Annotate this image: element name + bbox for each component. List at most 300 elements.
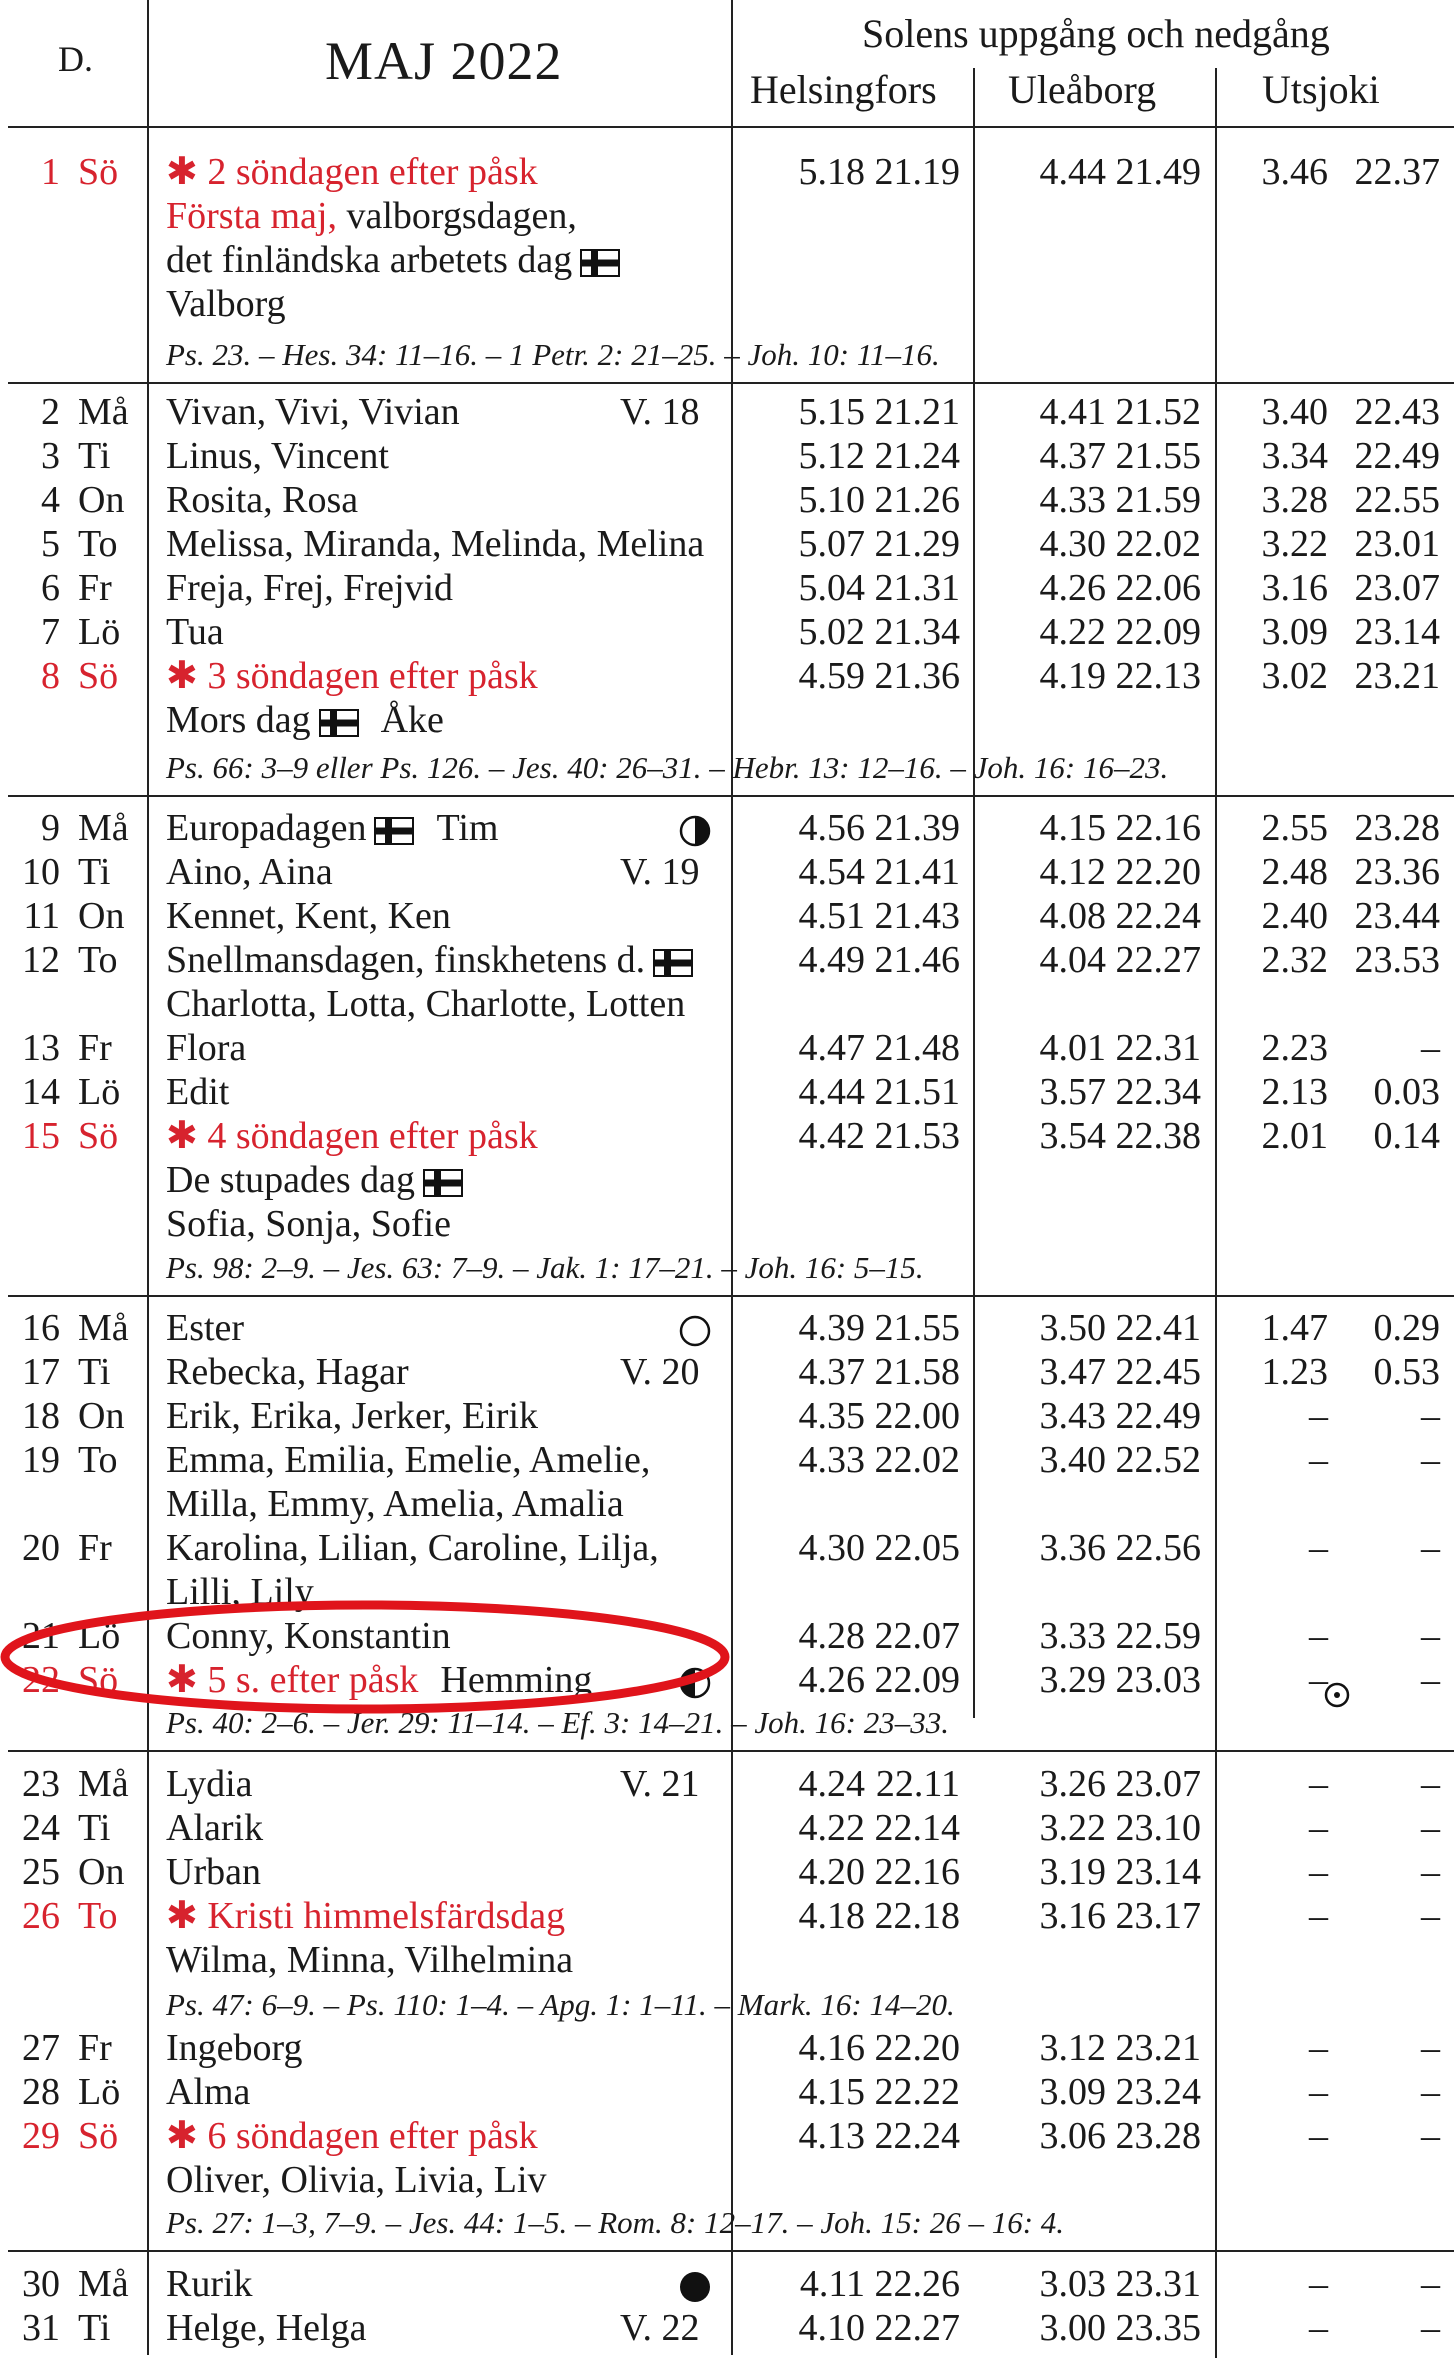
place-utsjoki: Utsjoki (1262, 67, 1380, 112)
name-text: Linus, Vincent (166, 435, 389, 477)
sun-time: – (1421, 1027, 1440, 1069)
sun-time: 4.28 (798, 1615, 865, 1657)
sun-time: 5.12 (798, 435, 865, 477)
finnish-flag-icon (580, 249, 620, 277)
weekday: Fr (78, 2027, 112, 2069)
weekday: On (78, 1851, 125, 1893)
day-names (166, 522, 704, 566)
sun-time: 3.34 (1261, 435, 1328, 477)
sun-time: 4.59 (798, 655, 865, 697)
sun-time: 4.39 (798, 1307, 865, 1349)
sun-time: 4.54 (798, 851, 865, 893)
sun-time: 23.07 (1115, 1763, 1201, 1805)
sun-time: 4.30 (1039, 523, 1106, 565)
name-text: Charlotta, Lotta, Charlotte, Lotten (166, 983, 686, 1025)
sun-time: 4.16 (798, 2027, 865, 2069)
day-number: 10 (22, 851, 60, 893)
sun-time: 4.22 (798, 1807, 865, 1849)
sun-time: 4.51 (798, 895, 865, 937)
moon-phase (678, 2262, 712, 2306)
readings-week-2: Ps. 66: 3–9 eller Ps. 126. – Jes. 40: 26–31. – Hebr. 13: 12–16. – Joh. 16: 16–23. (166, 750, 1169, 785)
sun-time: – (1309, 1527, 1328, 1569)
day-names (166, 654, 538, 698)
week-rule-2 (8, 795, 1454, 797)
sun-time: 3.28 (1261, 479, 1328, 521)
sun-time: 4.44 (798, 1071, 865, 1113)
day-row (0, 566, 1454, 610)
sun-time: 4.44 (1039, 151, 1106, 193)
day-number: 11 (23, 895, 60, 937)
sun-time: 22.59 (1115, 1615, 1201, 1657)
sun-time: 3.57 (1039, 1071, 1106, 1113)
sun-time: 4.11 (799, 2263, 865, 2305)
sun-time: – (1309, 2027, 1328, 2069)
day-names (166, 2306, 366, 2350)
sun-time: 4.47 (798, 1027, 865, 1069)
sun-time: 22.09 (874, 1659, 960, 1701)
weekday: Lö (78, 611, 121, 653)
name-text: Erik, Erika, Jerker, Eirik (166, 1395, 539, 1437)
week-rule-4 (8, 1750, 1454, 1752)
sun-time: 4.20 (798, 1851, 865, 1893)
sun-time: 22.16 (1115, 807, 1201, 849)
week-rule-3 (8, 1295, 1454, 1297)
weekday: Ti (78, 1351, 111, 1393)
name-text: Aino, Aina (166, 851, 333, 893)
weekday: Må (78, 2263, 129, 2305)
sun-time: 4.37 (1039, 435, 1106, 477)
sun-time: 4.15 (798, 2071, 865, 2113)
name-text: det finländska arbetets dag (166, 239, 573, 281)
name-text: Flora (166, 1027, 247, 1069)
sun-time: 22.38 (1115, 1115, 1201, 1157)
sun-time: – (1309, 1395, 1328, 1437)
day-names (166, 390, 460, 434)
sun-times-title: Solens uppgång och nedgång (862, 11, 1330, 56)
sun-time: – (1421, 1851, 1440, 1893)
name-text: Urban (166, 1851, 261, 1893)
sun-time: 22.22 (874, 2071, 960, 2113)
sun-time: 4.22 (1039, 611, 1106, 653)
sun-time: 3.33 (1039, 1615, 1106, 1657)
sun-time: 22.09 (1115, 611, 1201, 653)
name-text: Alma (166, 2071, 251, 2113)
weekday: Ti (78, 435, 111, 477)
sun-time: 21.36 (874, 655, 960, 697)
sun-time: 22.00 (874, 1395, 960, 1437)
finnish-flag-icon (319, 709, 359, 737)
sun-time: 22.55 (1354, 479, 1440, 521)
day-row (0, 2262, 1454, 2306)
day-names (166, 1482, 624, 1526)
sun-time: 22.02 (1115, 523, 1201, 565)
day-row (0, 2026, 1454, 2070)
day-names (166, 566, 453, 610)
sun-time: 3.16 (1261, 567, 1328, 609)
sun-time: 5.04 (798, 567, 865, 609)
day-names (166, 1070, 229, 1114)
sun-time: 4.12 (1039, 851, 1106, 893)
day-number: 20 (22, 1527, 60, 1569)
day-number: 31 (22, 2307, 60, 2349)
sun-time: 23.35 (1115, 2307, 1201, 2349)
moon-phase (678, 1306, 712, 1350)
sun-time: 22.27 (874, 2307, 960, 2349)
sun-time: 4.49 (798, 939, 865, 981)
day-names (166, 1026, 246, 1070)
sun-time: – (1421, 1527, 1440, 1569)
name-text: ✱ 3 söndagen efter påsk (166, 655, 538, 697)
sun-time: – (1309, 1851, 1328, 1893)
sun-time: 21.46 (874, 939, 960, 981)
day-number: 15 (22, 1115, 60, 1157)
name-text: Conny, Konstantin (166, 1615, 451, 1657)
sun-time: 22.49 (1115, 1395, 1201, 1437)
name-text: De stupades dag (166, 1159, 416, 1201)
sun-time: 21.55 (1115, 435, 1201, 477)
sun-time: 4.08 (1039, 895, 1106, 937)
calendar-header (0, 0, 1454, 128)
sun-time: 22.41 (1115, 1307, 1201, 1349)
day-row (0, 610, 1454, 654)
name-text: Snellmansdagen, finskhetens d. (166, 939, 646, 981)
sun-time: 23.21 (1354, 655, 1440, 697)
sun-time: 22.24 (1115, 895, 1201, 937)
day-row (0, 2158, 1454, 2202)
day-names (166, 478, 358, 522)
day-row (0, 1026, 1454, 1070)
sun-time: 21.49 (1115, 151, 1201, 193)
weekday: Lö (78, 1615, 121, 1657)
sun-time: 23.17 (1115, 1895, 1201, 1937)
weekday: On (78, 479, 125, 521)
weekday: Sö (78, 2115, 119, 2157)
weekday: Må (78, 807, 129, 849)
sun-time: 22.07 (874, 1615, 960, 1657)
day-row (0, 2070, 1454, 2114)
sun-time: 23.53 (1354, 939, 1440, 981)
day-names (166, 1526, 659, 1570)
day-number: 30 (22, 2263, 60, 2305)
day-names (166, 2262, 253, 2306)
name-text: Ingeborg (166, 2027, 303, 2069)
sun-time: 2.48 (1261, 851, 1328, 893)
weekday: Lö (78, 1071, 121, 1113)
weekday: Fr (78, 1027, 112, 1069)
sun-time: – (1309, 2071, 1328, 2113)
sun-time: 3.09 (1039, 2071, 1106, 2113)
sun-time: 0.14 (1373, 1115, 1440, 1157)
sun-time: 3.16 (1039, 1895, 1106, 1937)
week-number: V. 20 (620, 1351, 700, 1393)
day-number: 6 (41, 567, 60, 609)
sun-time: 21.31 (874, 567, 960, 609)
red-circle-annotation (0, 1595, 730, 1715)
day-number: 5 (41, 523, 60, 565)
day-row (0, 1526, 1454, 1570)
day-row (0, 1894, 1454, 1938)
day-row (0, 698, 1454, 742)
sun-time: – (1421, 1807, 1440, 1849)
sun-time: 23.14 (1115, 1851, 1201, 1893)
day-number: 7 (41, 611, 60, 653)
name-text: Milla, Emmy, Amelia, Amalia (166, 1483, 624, 1525)
sun-time: 4.15 (1039, 807, 1106, 849)
sun-time: – (1421, 2115, 1440, 2157)
sun-time: 23.28 (1354, 807, 1440, 849)
weekday: Ti (78, 2307, 111, 2349)
weekday: Fr (78, 1527, 112, 1569)
day-row (0, 894, 1454, 938)
moon-phase (678, 806, 712, 850)
sun-time: 3.22 (1261, 523, 1328, 565)
name-text: Vivan, Vivi, Vivian (166, 391, 460, 433)
day-number: 3 (41, 435, 60, 477)
day-number: 4 (41, 479, 60, 521)
sun-time: 3.46 (1261, 151, 1328, 193)
sun-time: 4.24 (798, 1763, 865, 1805)
sun-time: 5.07 (798, 523, 865, 565)
name-text-secondary: Hemming (440, 1659, 593, 1701)
readings-week-4: Ps. 40: 2–6. – Jer. 29: 11–14. – Ef. 3: 14–21. – Joh. 16: 23–33. (166, 1705, 949, 1740)
sun-time: 2.13 (1261, 1071, 1328, 1113)
sun-time: – (1421, 1439, 1440, 1481)
sun-time: 3.06 (1039, 2115, 1106, 2157)
weekday: Lö (78, 2071, 121, 2113)
sun-time: 21.19 (874, 151, 960, 193)
sun-time: 3.03 (1039, 2263, 1106, 2305)
name-text: Sofia, Sonja, Sofie (166, 1203, 451, 1245)
day-names (166, 850, 333, 894)
sun-time: 4.33 (1039, 479, 1106, 521)
day-names (166, 2070, 250, 2114)
header-rule (8, 126, 1454, 128)
day-row (0, 2306, 1454, 2350)
sun-time: 22.26 (874, 2263, 960, 2305)
day-names (166, 698, 444, 742)
sun-time: 21.26 (874, 479, 960, 521)
weekday: Må (78, 1307, 129, 1349)
day-names (166, 1306, 244, 1350)
name-text: Emma, Emilia, Emelie, Amelie, (166, 1439, 651, 1481)
day-number: 21 (22, 1615, 60, 1657)
sun-time: – (1309, 1439, 1328, 1481)
sun-time: 3.12 (1039, 2027, 1106, 2069)
sun-time: 4.01 (1039, 1027, 1106, 1069)
day-number: 26 (22, 1895, 60, 1937)
day-names (166, 1806, 263, 1850)
sun-time: 4.26 (798, 1659, 865, 1701)
week-number: V. 18 (620, 391, 700, 433)
day-names (166, 238, 620, 282)
sun-time: – (1309, 1895, 1328, 1937)
sun-time: 22.45 (1115, 1351, 1201, 1393)
sun-time: 23.14 (1354, 611, 1440, 653)
sun-time: 21.48 (874, 1027, 960, 1069)
sun-time: 4.56 (798, 807, 865, 849)
sun-time: – (1309, 2307, 1328, 2349)
day-number: 9 (41, 807, 60, 849)
weekday: To (78, 1439, 118, 1481)
holiday-name: Första maj, (166, 195, 337, 237)
sun-time: 4.42 (798, 1115, 865, 1157)
sun-time: 3.09 (1261, 611, 1328, 653)
day-number: 16 (22, 1307, 60, 1349)
day-names (166, 1158, 463, 1202)
sun-time: 4.41 (1039, 391, 1106, 433)
readings-week-1: Ps. 23. – Hes. 34: 11–16. – 1 Petr. 2: 21–25. – Joh. 10: 11–16. (166, 337, 940, 372)
day-row (0, 982, 1454, 1026)
sun-time: 22.31 (1115, 1027, 1201, 1069)
day-row (0, 238, 1454, 282)
day-row (0, 1202, 1454, 1246)
sun-time: 22.16 (874, 1851, 960, 1893)
day-number: 24 (22, 1807, 60, 1849)
sun-time: 22.06 (1115, 567, 1201, 609)
sun-time: – (1309, 2263, 1328, 2305)
day-number: 2 (41, 391, 60, 433)
sun-time: 5.15 (798, 391, 865, 433)
day-names (166, 2026, 303, 2070)
day-number: 19 (22, 1439, 60, 1481)
readings-week-6: Ps. 27: 1–3, 7–9. – Jes. 44: 1–5. – Rom. 8: 12–17. – Joh. 15: 26 – 16: 4. (166, 2205, 1065, 2240)
sun-time: 4.35 (798, 1395, 865, 1437)
day-names (166, 434, 389, 478)
sun-time: – (1421, 2071, 1440, 2113)
sun-time: 4.19 (1039, 655, 1106, 697)
day-names (166, 1202, 451, 1246)
sun-time: 22.05 (874, 1527, 960, 1569)
sun-time: 3.36 (1039, 1527, 1106, 1569)
name-text: Freja, Frej, Frejvid (166, 567, 454, 609)
day-names (166, 1938, 573, 1982)
moon-first-quarter-icon (678, 814, 712, 848)
day-row (0, 1938, 1454, 1982)
day-number: 14 (22, 1071, 60, 1113)
name-text: ✱ 2 söndagen efter påsk (166, 151, 538, 193)
weekday: Må (78, 1763, 129, 1805)
sun-time: 23.21 (1115, 2027, 1201, 2069)
day-row (0, 522, 1454, 566)
sun-time: 4.26 (1039, 567, 1106, 609)
name-text-secondary: Tim (436, 807, 499, 849)
sun-time: 23.44 (1354, 895, 1440, 937)
day-names (166, 1394, 538, 1438)
finnish-flag-icon (374, 817, 414, 845)
day-row (0, 390, 1454, 434)
day-row (0, 1158, 1454, 1202)
month-title: MAJ 2022 (325, 31, 563, 91)
name-text: Kennet, Kent, Ken (166, 895, 451, 937)
name-text: ✱ Kristi himmelsfärdsdag (166, 1895, 566, 1937)
sun-time: 22.34 (1115, 1071, 1201, 1113)
day-row (0, 1114, 1454, 1158)
day-row (0, 282, 1454, 326)
sun-time: 21.41 (874, 851, 960, 893)
day-row (0, 1350, 1454, 1394)
day-row (0, 150, 1454, 194)
name-text: Rurik (166, 2263, 253, 2305)
day-names (166, 806, 498, 850)
day-names (166, 1438, 650, 1482)
day-names (166, 194, 577, 238)
sun-time: 2.55 (1261, 807, 1328, 849)
week-number: V. 19 (620, 851, 700, 893)
finnish-flag-icon (423, 1169, 463, 1197)
name-text: Wilma, Minna, Vilhelmina (166, 1939, 574, 1981)
sun-time: 3.47 (1039, 1351, 1106, 1393)
name-text: ✱ 4 söndagen efter påsk (166, 1115, 538, 1157)
weekday: Sö (78, 1115, 119, 1157)
sun-time: 23.01 (1354, 523, 1440, 565)
sun-time: 23.28 (1115, 2115, 1201, 2157)
sun-time: – (1421, 1895, 1440, 1937)
weekday: Ti (78, 1807, 111, 1849)
sun-time: 22.49 (1354, 435, 1440, 477)
day-row (0, 654, 1454, 698)
moon-full-icon (678, 1314, 712, 1348)
day-number: 12 (22, 939, 60, 981)
sun-time: 21.39 (874, 807, 960, 849)
day-names (166, 1350, 409, 1394)
day-number: 27 (22, 2027, 60, 2069)
name-text: Lydia (166, 1763, 253, 1805)
sun-time: 0.29 (1373, 1307, 1440, 1349)
sun-time: – (1421, 1659, 1440, 1701)
name-text: Melissa, Miranda, Melinda, Melina (166, 523, 705, 565)
sun-time: 2.40 (1261, 895, 1328, 937)
sun-time: 3.19 (1039, 1851, 1106, 1893)
sun-time: 5.02 (798, 611, 865, 653)
sun-time: 21.55 (874, 1307, 960, 1349)
week-number: V. 21 (620, 1763, 700, 1805)
name-text: Tua (166, 611, 224, 653)
name-text: Rosita, Rosa (166, 479, 359, 521)
name-text: ✱ 5 s. efter påsk (166, 1659, 419, 1701)
name-text: Rebecka, Hagar (166, 1351, 409, 1393)
day-names (166, 1762, 253, 1806)
name-text: Europadagen (166, 807, 367, 849)
day-names (166, 150, 538, 194)
day-names (166, 282, 286, 326)
sun-time: 23.31 (1115, 2263, 1201, 2305)
sun-time: 22.56 (1115, 1527, 1201, 1569)
sun-time: 4.30 (798, 1527, 865, 1569)
sun-time: 3.22 (1039, 1807, 1106, 1849)
place-helsingfors: Helsingfors (750, 67, 937, 112)
sun-time: 4.13 (798, 2115, 865, 2157)
sun-time: 21.59 (1115, 479, 1201, 521)
sun-time: 0.53 (1373, 1351, 1440, 1393)
sun-time: 21.43 (874, 895, 960, 937)
weekday: To (78, 523, 118, 565)
sun-time: 22.14 (874, 1807, 960, 1849)
sun-time: 4.04 (1039, 939, 1106, 981)
name-text: Mors dag (166, 699, 311, 741)
sun-time: – (1309, 1615, 1328, 1657)
sun-time: 2.23 (1261, 1027, 1328, 1069)
sun-time: 22.20 (874, 2027, 960, 2069)
finnish-flag-icon (653, 949, 693, 977)
name-text: valborgsdagen, (336, 195, 577, 237)
weekday: Må (78, 391, 129, 433)
day-number: 13 (22, 1027, 60, 1069)
day-number: 25 (22, 1851, 60, 1893)
sun-time: 21.53 (874, 1115, 960, 1157)
sun-time: 22.43 (1354, 391, 1440, 433)
day-names (166, 1114, 538, 1158)
name-text: ✱ 6 söndagen efter påsk (166, 2115, 538, 2157)
